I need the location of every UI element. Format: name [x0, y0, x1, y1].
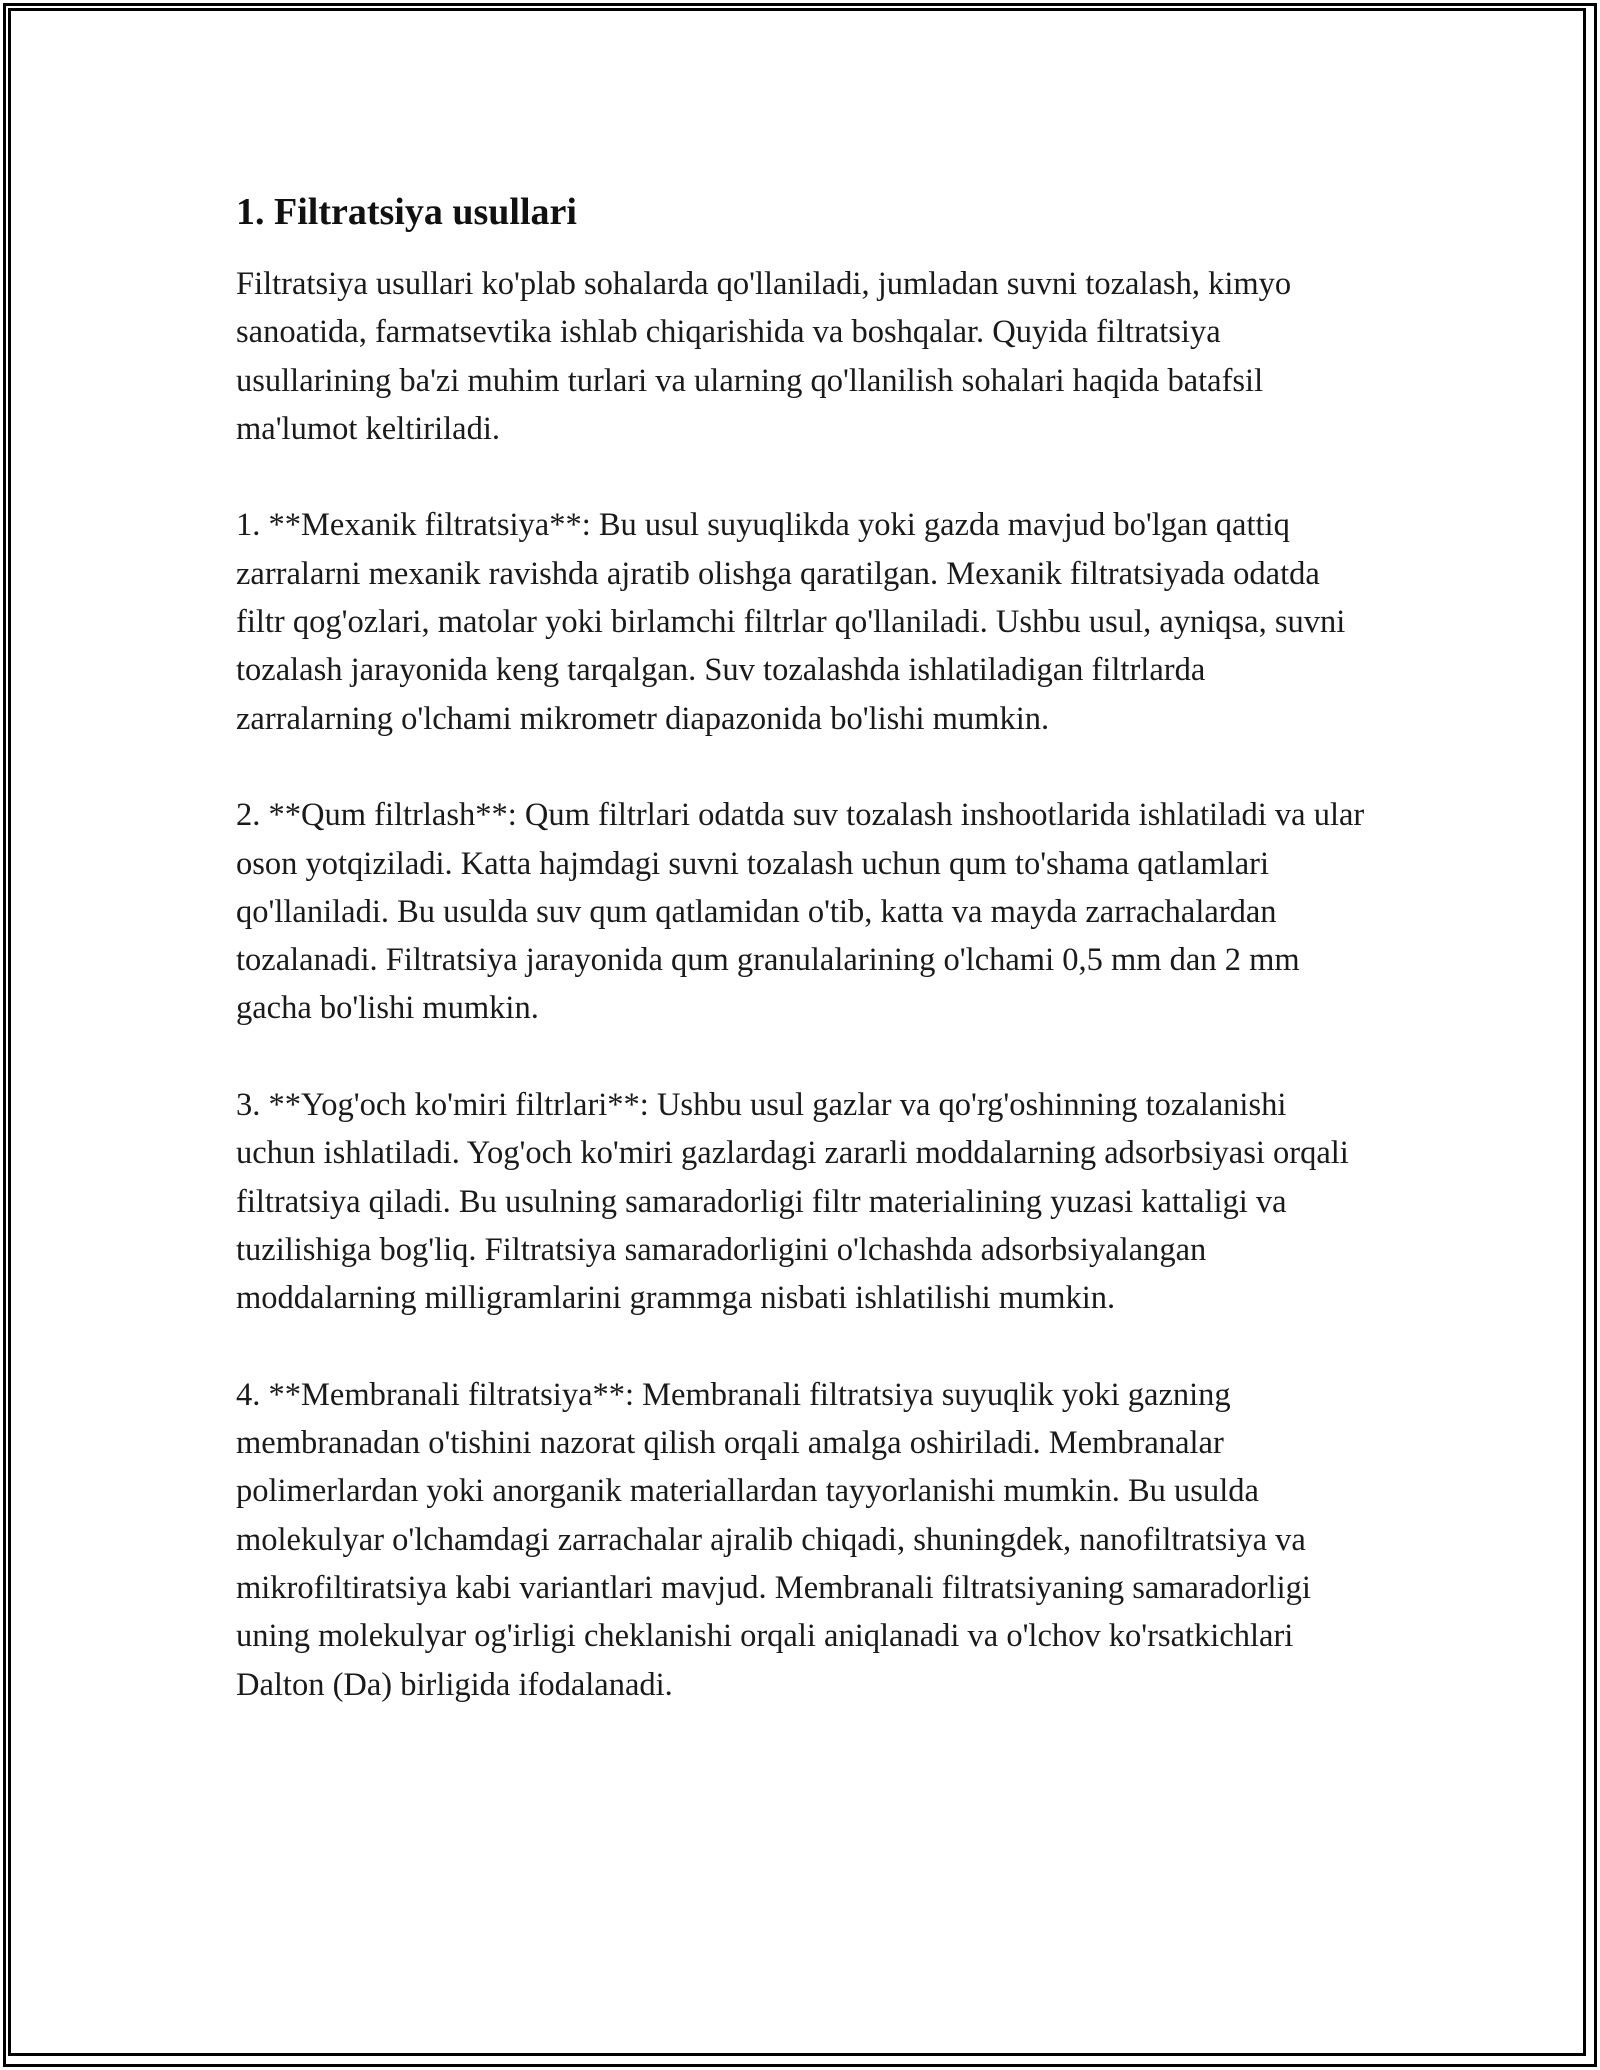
document-body: [236, 188, 1366, 1757]
intro-paragraph: Filtratsiya usullari ko'plab sohalarda qo'llaniladi, jumladan suvni tozalash, kimyo sanoatida, farmatsevtika ishlab chiqarishida va boshqalar. Quyida filtratsiya usullarining ba'zi muhim turlari va ularning qo'llanilish sohalari haqida batafsil ma'lumot keltiriladi.: [236, 266, 1292, 447]
document-title: 1. Filtratsiya usullari: [236, 191, 577, 233]
paragraph-mechanical-filtration: 1. **Mexanik filtratsiya**: Bu usul suyuqlikda yoki gazda mavjud bo'lgan qattiq zarralarni mexanik ravishda ajratib olishga qaratilgan. Mexanik filtratsiyada odatda filtr qog'ozlari, matolar yoki birlamchi filtrlar qo'llaniladi. Ushbu usul, ayniqsa, suvni tozalash jarayonida keng tarqalgan. Suv tozalashda ishlatiladigan filtrlarda zarralarning o'lchami mikrometr diapazonida bo'lishi mumkin.: [236, 507, 1346, 737]
paragraph-membrane-filtration: 4. **Membranali filtratsiya**: Membranali filtratsiya suyuqlik yoki gazning membranadan o'tishini nazorat qilish orqali amalga oshiriladi. Membranalar polimerlardan yoki anorganik materiallardan tayyorlanishi mumkin. Bu usulda molekulyar o'lchamdagi zarrachalar ajralib chiqadi, shuningdek, nanofiltratsiya va mikrofiltiratsiya kabi variantlari mavjud. Membranali filtratsiyaning samaradorligi uning molekulyar og'irligi cheklanishi orqali aniqlanadi va o'lchov ko'rsatkichlari Dalton (Da) birligida ifodalanadi.: [236, 1376, 1311, 1703]
paragraph-sand-filtration: 2. **Qum filtrlash**: Qum filtrlari odatda suv tozalash inshootlarida ishlatiladi va ular oson yotqiziladi. Katta hajmdagi suvni tozalash uchun qum to'shama qatlamlari qo'llaniladi. Bu usulda suv qum qatlamidan o'tib, katta va mayda zarrachalardan tozalanadi. Filtratsiya jarayonida qum granulalarining o'lchami 0,5 mm dan 2 mm gacha bo'lishi mumkin.: [236, 797, 1365, 1027]
paragraph-charcoal-filters: 3. **Yog'och ko'miri filtrlari**: Ushbu usul gazlar va qo'rg'oshinning tozalanishi uchun ishlatiladi. Yog'och ko'miri gazlardagi zararli moddalarning adsorbsiyasi orqali filtratsiya qiladi. Bu usulning samaradorligi filtr materialining yuzasi kattaligi va tuzilishiga bog'liq. Filtratsiya samaradorligini o'lchashda adsorbsiyalangan moddalarning milligramlarini grammga nisbati ishlatilishi mumkin.: [236, 1087, 1349, 1317]
